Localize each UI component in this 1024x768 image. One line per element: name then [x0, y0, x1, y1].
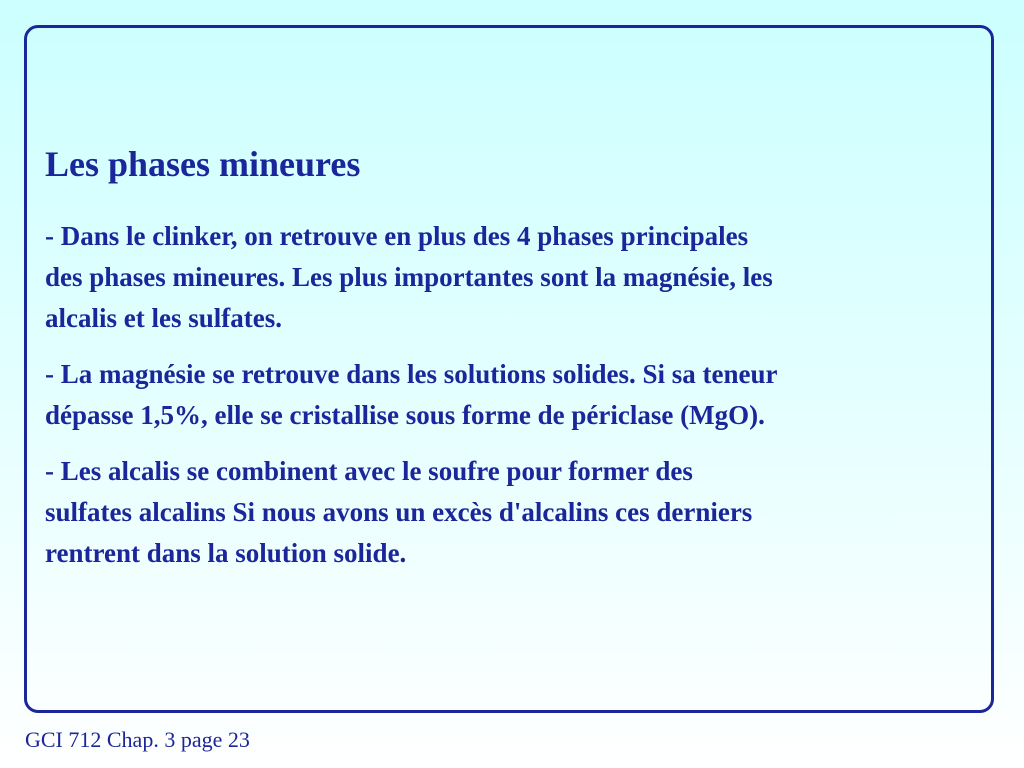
slide-content [45, 140, 980, 574]
slide-title: Les phases mineures [45, 144, 361, 184]
slide-footer: GCI 712 Chap. 3 page 23 [25, 727, 250, 752]
paragraph-minor-phases: - Dans le clinker, on retrouve en plus des 4 phases principales des phases mineures. Les plus importantes sont la magnésie, les alcalis et les sulfates. [45, 221, 773, 333]
paragraph-alkalis: - Les alcalis se combinent avec le soufre pour former des sulfates alcalins Si nous avons un excès d'alcalins ces derniers rentrent dans la solution solide. [45, 456, 753, 568]
paragraph-magnesia: - La magnésie se retrouve dans les solutions solides. Si sa teneur dépasse 1,5%, elle se cristallise sous forme de périclase (MgO). [45, 359, 778, 430]
